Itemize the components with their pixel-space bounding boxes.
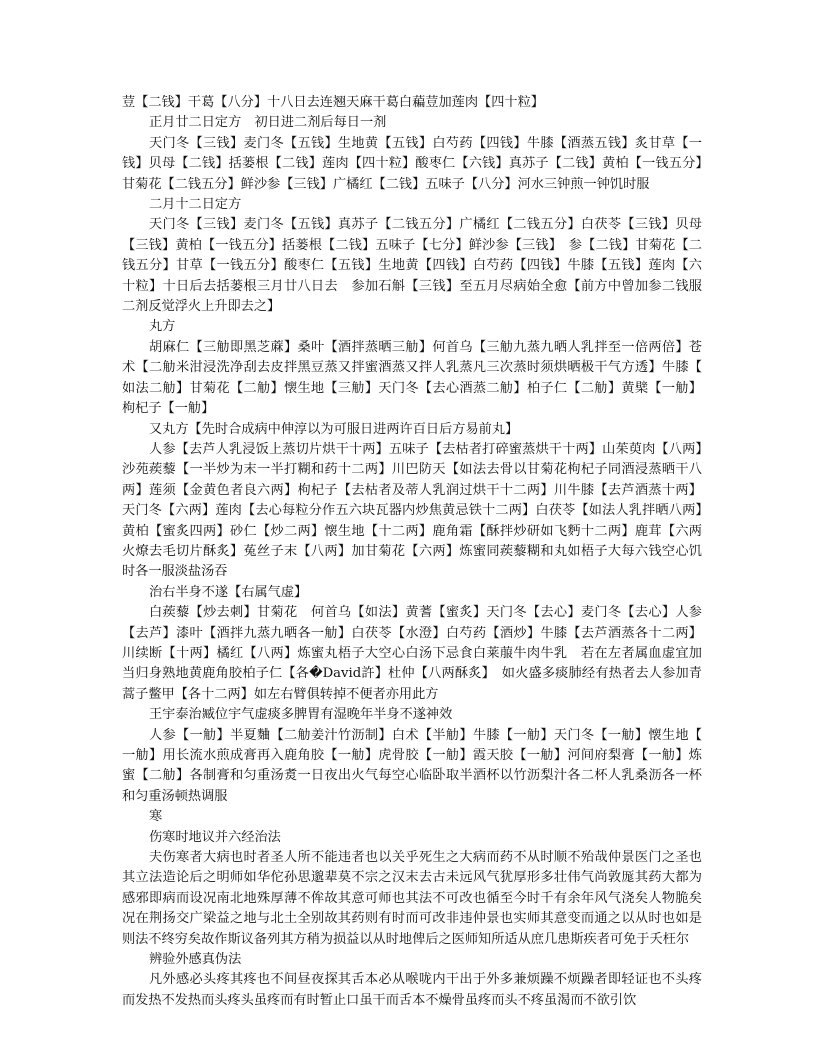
paragraph-continuation: 荳【二钱】干葛【八分】十八日去连翘天麻干葛白藊荳加莲肉【四十粒】: [122, 95, 544, 110]
paragraph-second-pill-formula: 人参【去芦人乳浸饭上蒸切片烘干十两】五味子【去枯者打碎蜜蒸烘干十两】山茱萸肉【八两】沙苑蒺藜【一半炒为末一半打糊和药十二两】川巴防天【如法去骨以甘菊花枸杞子同酒浸蒸晒干八两】莲须【金黄色者良六两】枸杞子【去枯者及蒂人乳润过烘干十二两】川牛膝【去芦酒蒸十两】天门冬【六两】莲肉【去心每粒分作五六块瓦器内炒焦黄忌铁十二两】白茯苓【如法人乳拌晒八两】黄柏【蜜炙四两】砂仁【炒二两】懐生地【十二两】鹿角霜【酥拌炒研如飞麪十二两】鹿茸【六两火燎去毛切片酥炙】菟丝子末【八两】加甘菊花【六两】炼蜜同蒺藜糊和丸如梧子大每六钱空心饥时各一服淡盐汤吞: [122, 441, 702, 580]
heading-external-contraction-diagnosis: 辨验外感真伪法: [149, 952, 242, 968]
heading-prescription-jan22: 正月廿二日定方 初日进二剂后每日一剂: [149, 115, 387, 131]
paragraph-pill-formula: 胡麻仁【三觔即黑芝蔴】桑叶【酒拌蒸晒三觔】何首乌【三觔九蒸九晒人乳拌至一倍两倍】苍术【二觔米泔浸洗净刮去皮拌黑豆蒸又拌蜜酒蒸又拌人乳蒸凡三次蒸时须烘晒极干气方透】牛膝【如法二觔】甘菊花【二觔】懐生地【三觔】天门冬【去心酒蒸二觔】柏子仁【二觔】黄檗【一觔】枸杞子【一觔】: [122, 339, 702, 417]
paragraph-right-hemiplegia: 白蒺藜【炒去刺】甘菊花 何首乌【如法】黄蓍【蜜炙】天门冬【去心】麦门冬【去心】人参【去芦】漆叶【酒拌九蒸九晒各一觔】白茯苓【水澄】白芍药【酒炒】牛膝【去芦酒蒸各十二两】川续断【十两】橘红【八两】炼蜜丸梧子大空心白汤下忌食白莱菔牛肉牛乳 若在左者属血虚宜加当归身熟地黄鹿角胶柏子仁【各�David許】杜仲【八两酥炙】 如火盛多痰肺经有热者去人参加青蒿子鳖甲【各十二两】如左右臂俱转掉不便者亦用此方: [122, 605, 702, 702]
paragraph-cold-damage-discussion: 夫伤寒者大病也时者圣人所不能违者也以关乎死生之大病而药不从时顺不殆哉仲景医门之圣也其立法造论后之明师如华佗孙思邈辈莫不宗之汉末去古未远风气犹厚形多壮伟气尚敦厖其药大都为感邪即病而设况南北地殊厚薄不侔故其意可师也其法不可改也循至今时千有余年风气浇矣人物脆矣况在荆扬交广梁益之地与北土全别故其药则有时而可改非违仲景也实师其意变而通之以从时也如是则法不终穷矣故作斯议备列其方稍为损益以从时地俾后之医师知所适从庶几患斯疾者可免于夭枉尔: [122, 850, 702, 947]
heading-right-hemiplegia: 治右半身不遂【右属气虚】: [149, 584, 308, 600]
paragraph-external-contraction-diagnosis: 凡外感必头疼其疼也不间昼夜探其舌本必从喉咙内干出于外多兼烦躁不烦躁者即轻证也不头疼而发热不发热而头疼头虽疼而有时暂止口虽干而舌本不燥骨虽疼而头不疼虽渴而不欲引饮: [122, 972, 702, 1008]
paragraph-prescription-jan22: 天门冬【三钱】麦门冬【五钱】生地黄【五钱】白芍药【四钱】牛膝【酒蒸五钱】炙甘草【一钱】贝母【二钱】括蒌根【二钱】莲肉【四十粒】酸枣仁【六钱】真苏子【二钱】黄柏【一钱五分】甘菊花【二钱五分】鲜沙参【三钱】广橘红【二钱】五味子【八分】河水三钟煎一钟饥时服: [122, 135, 702, 192]
paragraph-wang-yutai-case: 人参【一觔】半夏麯【二觔姜汁竹沥制】白术【半觔】牛膝【一觔】天门冬【一觔】懐生地【一觔】用长流水煎成膏再入鹿角胶【一觔】虎骨胶【一觔】霞天胶【一觔】河间府梨膏【一觔】炼蜜【二觔】各制膏和匀重汤煑一日夜出火气每空心临卧取半酒杯以竹沥梨汁各二杯人乳桑沥各一杯和匀重汤顿热调服: [122, 727, 702, 804]
document-page: [122, 93, 702, 1011]
paragraph-prescription-feb12: 天门冬【三钱】麦门冬【五钱】真苏子【二钱五分】广橘红【二钱五分】白茯苓【三钱】贝母【三钱】黄柏【一钱五分】括蒌根【二钱】五味子【七分】鲜沙参【三钱】 参【二钱】甘菊花【二钱五分】甘草【一钱五分】酸枣仁【五钱】生地黄【四钱】白芍药【四钱】牛膝【五钱】莲肉【六十粒】十日后去括蒌根三月廿八日去 参加石斛【三钱】至五月尽病始全愈【前方中曾加参二钱服二剂反觉浮火上升即去之】: [122, 217, 702, 315]
heading-second-pill-formula: 又丸方【先时合成病中伸淳以为可服日进两许百日后方易前丸】: [149, 421, 519, 437]
heading-wang-yutai-case: 王宇泰治臧位宇气虚痰多脾胃有湿晚年半身不遂神效: [149, 707, 453, 723]
section-title-cold: 寒: [149, 809, 163, 825]
heading-pill-formula: 丸方: [149, 319, 176, 335]
heading-cold-damage-discussion: 伤寒时地议并六经治法: [149, 829, 281, 845]
heading-prescription-feb12: 二月十二日定方: [149, 197, 242, 213]
